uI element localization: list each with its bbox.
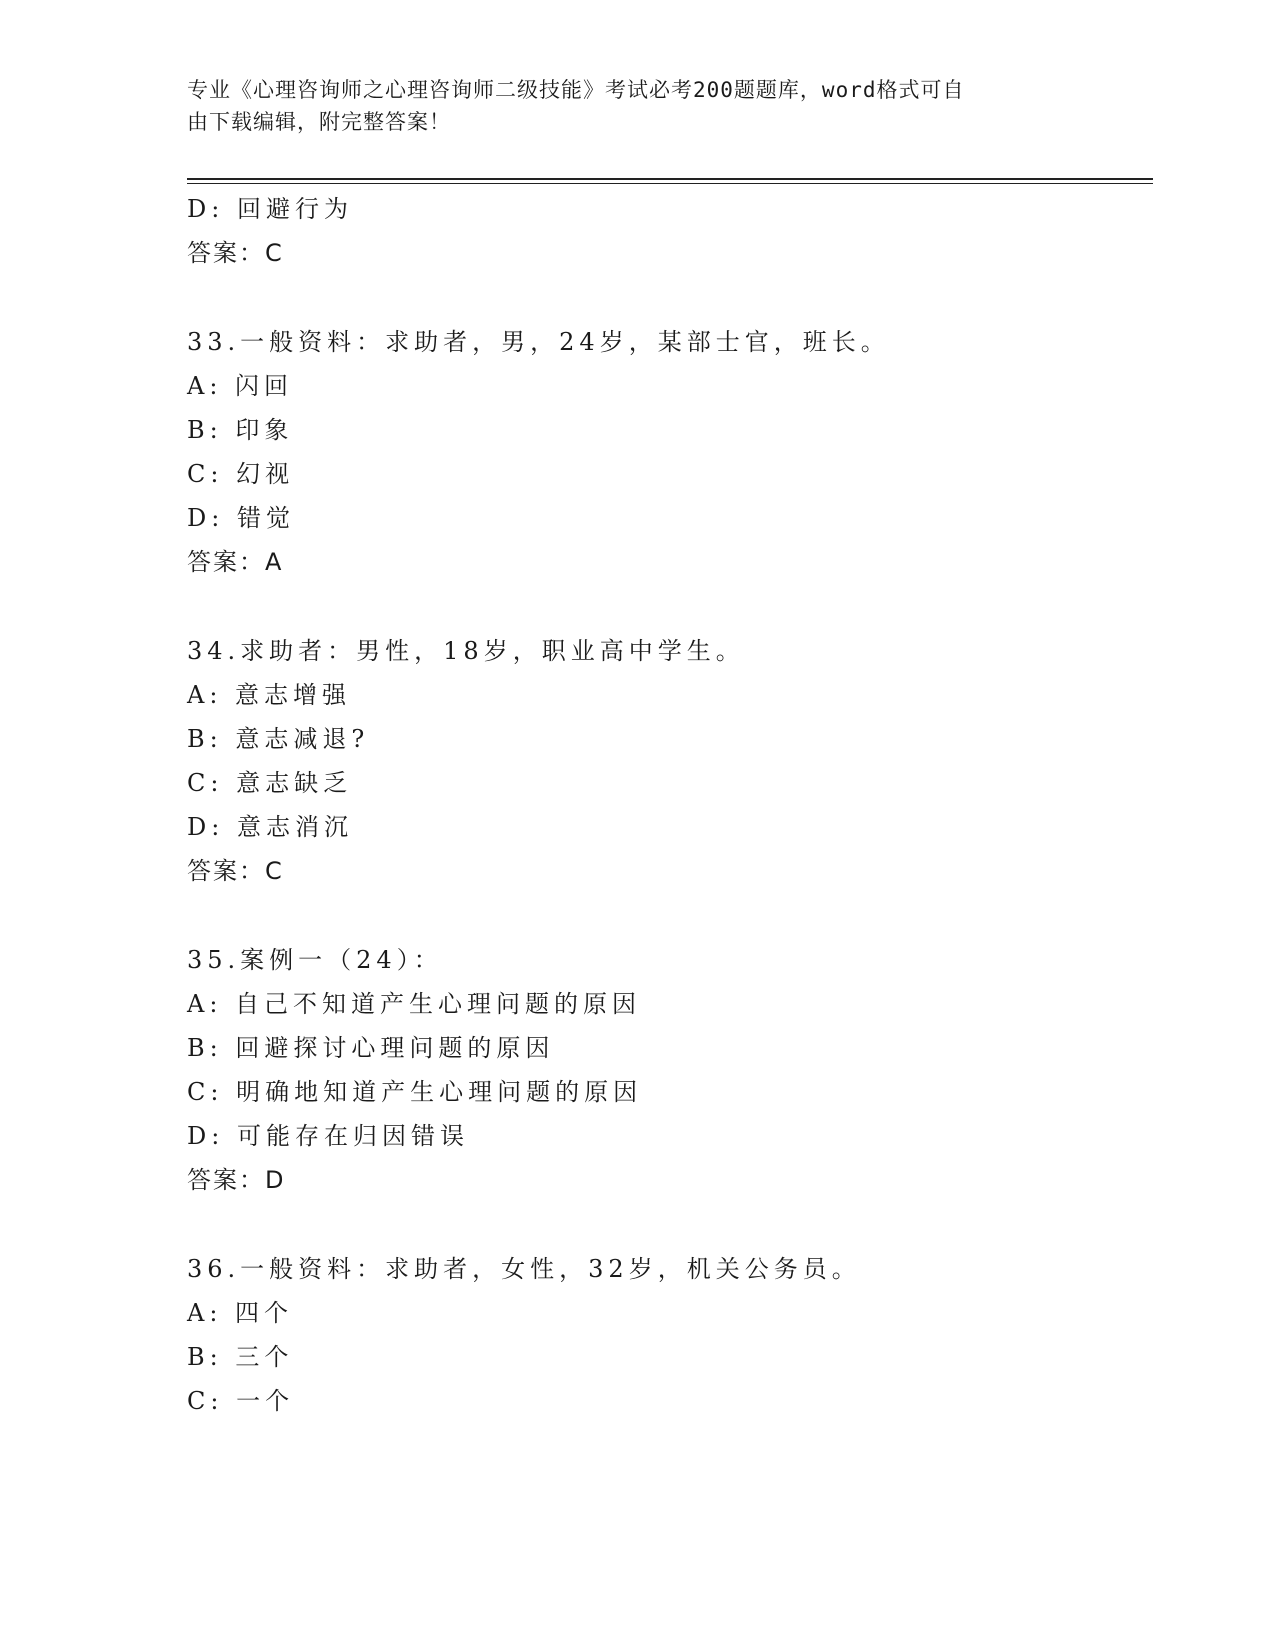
- question-33-answer: 答案：A: [187, 548, 284, 576]
- answer-carry-over: 答案：C: [187, 239, 284, 267]
- header-line-1: 专业《心理咨询师之心理咨询师二级技能》考试必考200题题库，word格式可自: [187, 78, 965, 102]
- question-33-option-b: B: 印象: [187, 416, 294, 444]
- question-33-option-d: D: 错觉: [187, 504, 295, 532]
- document-header: [187, 74, 1067, 138]
- question-36-stem: 36.一般资料：求助者，女性，32岁，机关公务员。: [187, 1255, 861, 1283]
- question-35-answer: 答案：D: [187, 1166, 286, 1194]
- question-36-option-c: C: 一个: [187, 1387, 295, 1415]
- question-35-option-d: D: 可能存在归因错误: [187, 1122, 469, 1150]
- question-34-option-a: A: 意志增强: [187, 681, 352, 709]
- question-34-option-b: B: 意志减退?: [187, 725, 370, 753]
- option-d-carry-over: D: 回避行为: [187, 195, 353, 223]
- question-36-option-a: A: 四个: [187, 1299, 294, 1327]
- question-35-option-b: B: 回避探讨心理问题的原因: [187, 1034, 555, 1062]
- question-35-option-a: A: 自己不知道产生心理问题的原因: [187, 990, 642, 1018]
- header-rule-thick: [187, 178, 1153, 180]
- header-line-2: 由下载编辑，附完整答案！: [187, 110, 451, 134]
- question-33-option-c: C: 幻视: [187, 460, 295, 488]
- question-33-stem: 33.一般资料：求助者，男，24岁，某部士官，班长。: [187, 328, 890, 356]
- question-35-stem: 35.案例一（24）：: [187, 946, 443, 974]
- question-34-option-c: C: 意志缺乏: [187, 769, 353, 797]
- question-35-option-c: C: 明确地知道产生心理问题的原因: [187, 1078, 643, 1106]
- question-34-stem: 34.求助者：男性，18岁，职业高中学生。: [187, 637, 745, 665]
- question-34-option-d: D: 意志消沉: [187, 813, 353, 841]
- question-34-answer: 答案：C: [187, 857, 284, 885]
- question-33-option-a: A: 闪回: [187, 372, 294, 400]
- header-rule-thin: [187, 183, 1153, 184]
- question-36-option-b: B: 三个: [187, 1343, 294, 1371]
